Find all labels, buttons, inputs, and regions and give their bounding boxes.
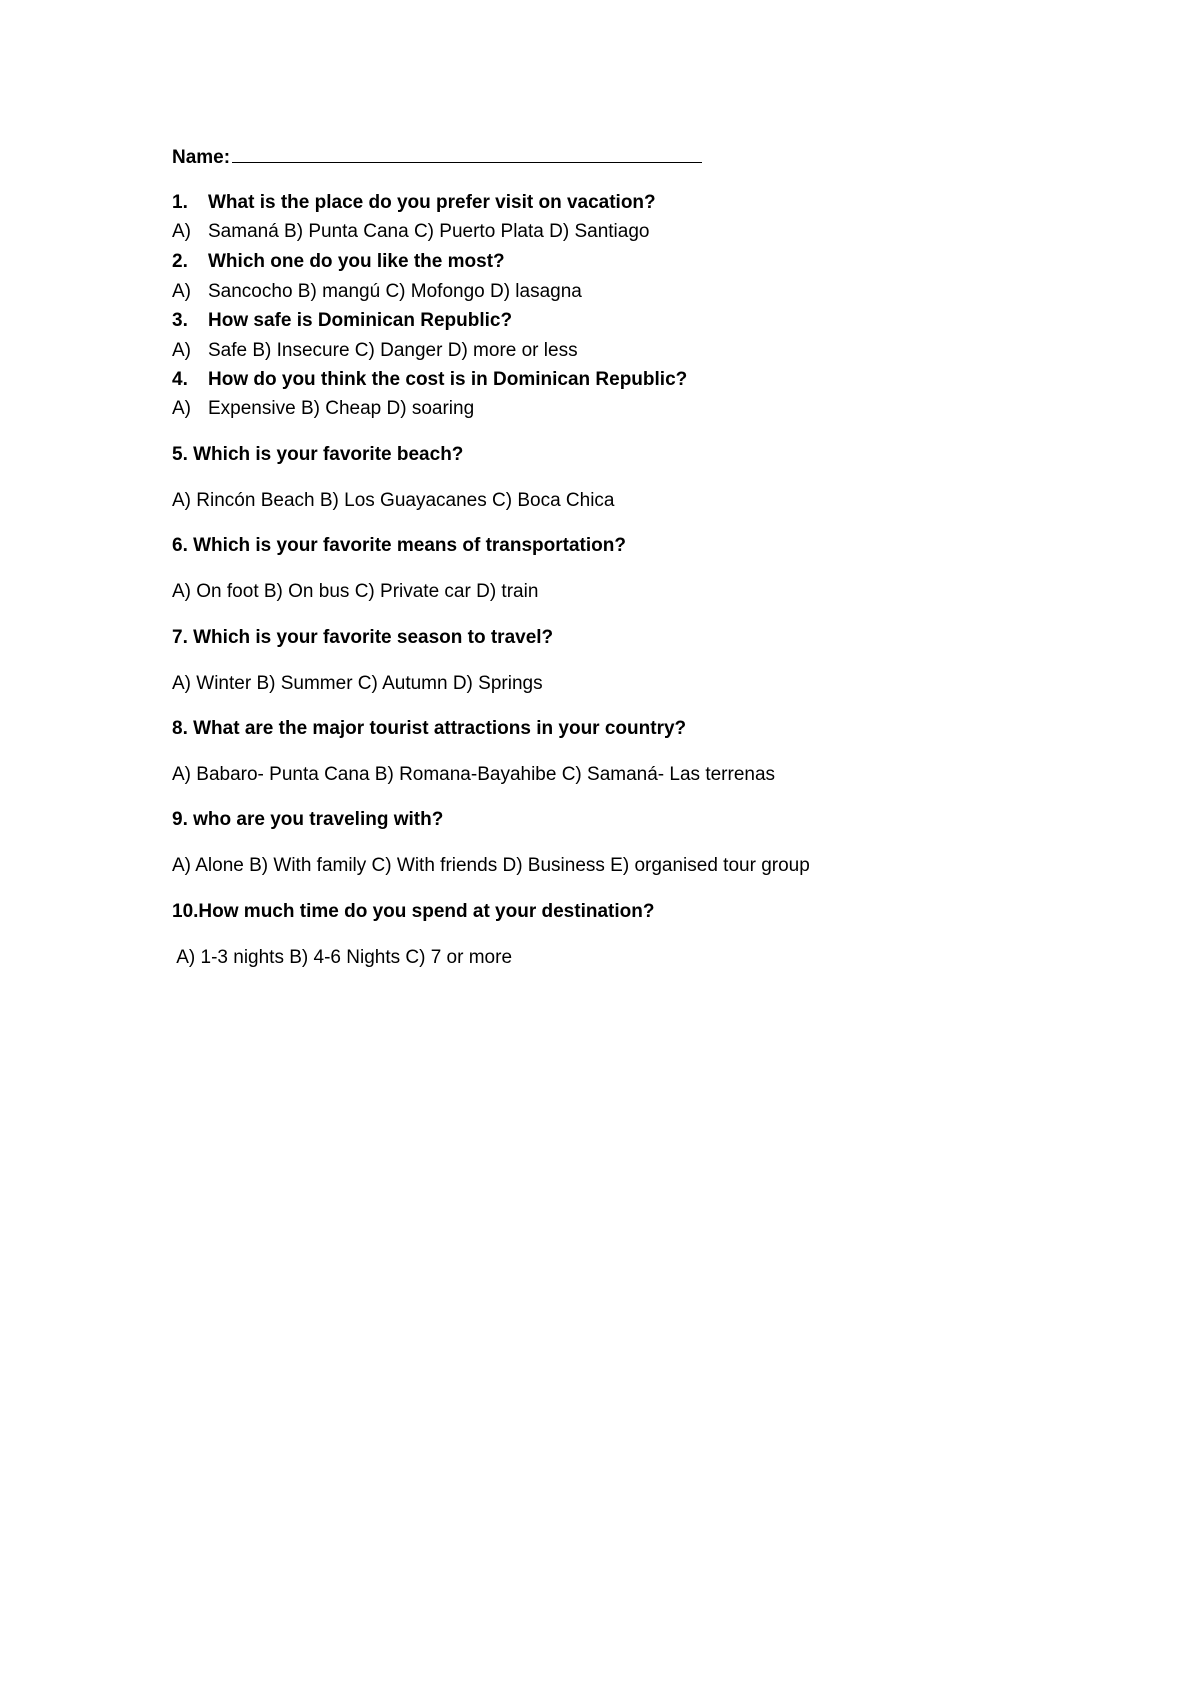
list-marker: 4. bbox=[172, 369, 188, 390]
name-blank-line bbox=[232, 146, 702, 163]
list-marker: 2. bbox=[172, 251, 188, 272]
list-marker: A) bbox=[172, 340, 191, 361]
question-text: Which one do you like the most? bbox=[208, 251, 505, 272]
list-marker: 3. bbox=[172, 310, 188, 331]
answer-1 bbox=[172, 220, 649, 244]
list-marker: 1. bbox=[172, 192, 188, 213]
answer-4 bbox=[172, 397, 474, 421]
answer-7: A) Winter B) Summer C) Autumn D) Springs bbox=[172, 673, 543, 694]
name-field bbox=[172, 146, 702, 170]
question-text: How safe is Dominican Republic? bbox=[208, 310, 513, 331]
question-9: 9. who are you traveling with? bbox=[172, 809, 444, 830]
question-7: 7. Which is your favorite season to travel? bbox=[172, 627, 554, 648]
answer-3 bbox=[172, 339, 578, 363]
question-1 bbox=[172, 191, 656, 215]
answer-5: A) Rincón Beach B) Los Guayacanes C) Boca Chica bbox=[172, 490, 615, 511]
answer-2 bbox=[172, 280, 582, 304]
answer-6: A) On foot B) On bus C) Private car D) train bbox=[172, 581, 539, 602]
question-3 bbox=[172, 309, 512, 333]
question-4 bbox=[172, 368, 687, 392]
question-text: How do you think the cost is in Dominican Republic? bbox=[208, 369, 688, 390]
list-marker: A) bbox=[172, 398, 191, 419]
answer-text: Sancocho B) mangú C) Mofongo D) lasagna bbox=[208, 281, 582, 302]
list-marker: A) bbox=[172, 221, 191, 242]
list-marker: A) bbox=[172, 281, 191, 302]
question-6: 6. Which is your favorite means of transportation? bbox=[172, 535, 626, 556]
question-8: 8. What are the major tourist attractions in your country? bbox=[172, 718, 687, 739]
question-text: What is the place do you prefer visit on vacation? bbox=[208, 192, 656, 213]
answer-text: Expensive B) Cheap D) soaring bbox=[208, 398, 475, 419]
question-2 bbox=[172, 250, 505, 274]
name-label: Name: bbox=[172, 147, 231, 168]
question-5: 5. Which is your favorite beach? bbox=[172, 444, 464, 465]
answer-9: A) Alone B) With family C) With friends D) Business E) organised tour group bbox=[172, 855, 810, 876]
answer-10: A) 1-3 nights B) 4-6 Nights C) 7 or more bbox=[172, 947, 513, 968]
answer-8: A) Babaro- Punta Cana B) Romana-Bayahibe C) Samaná- Las terrenas bbox=[172, 764, 776, 785]
question-10: 10.How much time do you spend at your destination? bbox=[172, 901, 655, 922]
answer-text: Samaná B) Punta Cana C) Puerto Plata D) Santiago bbox=[208, 221, 650, 242]
answer-text: Safe B) Insecure C) Danger D) more or less bbox=[208, 340, 578, 361]
